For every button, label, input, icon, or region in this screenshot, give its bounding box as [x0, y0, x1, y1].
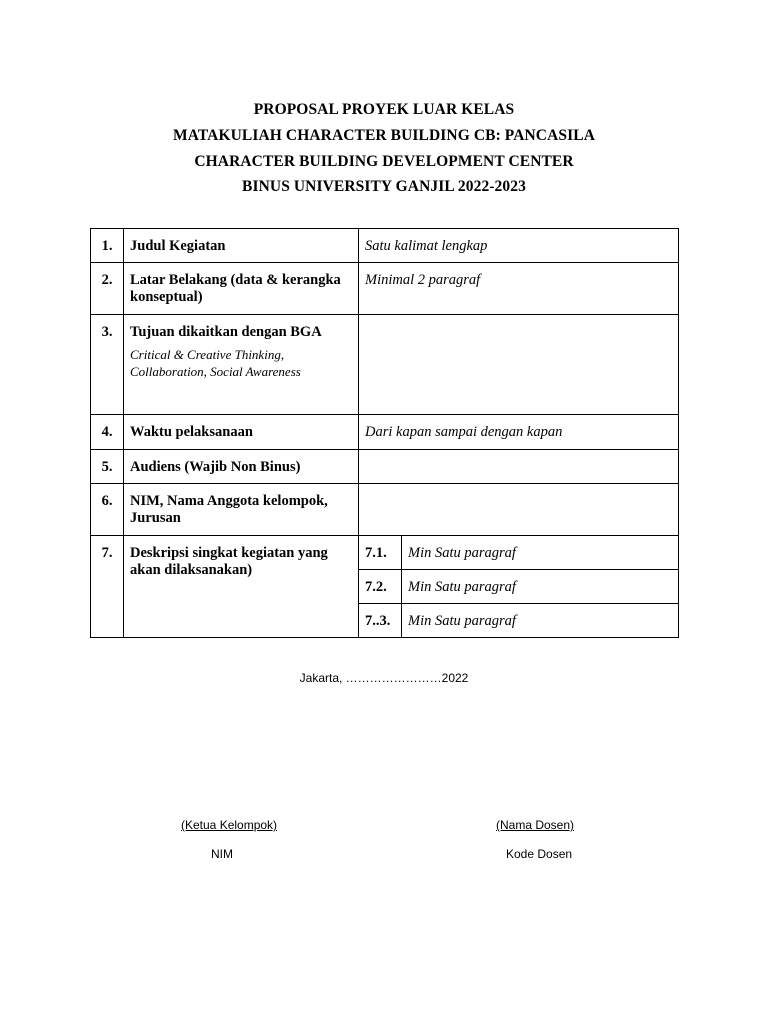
row-number: 3. — [91, 315, 124, 415]
row-label: Deskripsi singkat kegiatan yang akan dilaksanakan) — [124, 536, 359, 638]
table-row-6 — [91, 484, 679, 536]
row-value[interactable]: Minimal 2 paragraf — [359, 263, 679, 315]
row-label: Waktu pelaksanaan — [124, 415, 359, 450]
table-row-7 — [91, 536, 679, 570]
row-number: 1. — [91, 229, 124, 263]
proposal-table — [90, 228, 679, 638]
subrow-value[interactable]: Min Satu paragraf — [402, 536, 679, 570]
signature-left-id: NIM — [211, 847, 233, 861]
row-label: Judul Kegiatan — [124, 229, 359, 263]
header-line-3: CHARACTER BUILDING DEVELOPMENT CENTER — [194, 153, 574, 170]
header-line-2: MATAKULIAH CHARACTER BUILDING CB: PANCASILA — [173, 127, 595, 144]
row-label-with-sub — [124, 315, 359, 415]
row-value[interactable]: Satu kalimat lengkap — [359, 229, 679, 263]
signature-right-id: Kode Dosen — [506, 847, 573, 861]
header-line-4: BINUS UNIVERSITY GANJIL 2022-2023 — [242, 178, 526, 195]
table-row-5 — [91, 450, 679, 484]
row-label: Latar Belakang (data & kerangka konseptual) — [124, 263, 359, 315]
subrow-number: 7.1. — [359, 536, 402, 570]
row-label: NIM, Nama Anggota kelompok, Jurusan — [124, 484, 359, 536]
row-value[interactable] — [359, 315, 679, 415]
row-value[interactable] — [359, 450, 679, 484]
row-number: 5. — [91, 450, 124, 484]
row-sublabel: Critical & Creative Thinking, Collaboration, Social Awareness — [130, 347, 301, 379]
row-number: 7. — [91, 536, 124, 638]
table-row-3 — [91, 315, 679, 415]
row-number: 4. — [91, 415, 124, 450]
signature-right-name: (Nama Dosen) — [496, 818, 575, 832]
row-number: 2. — [91, 263, 124, 315]
row-label: Tujuan dikaitkan dengan BGA — [130, 324, 322, 340]
row-value[interactable]: Dari kapan sampai dengan kapan — [359, 415, 679, 450]
signature-left-name: (Ketua Kelompok) — [181, 818, 278, 832]
row-value[interactable] — [359, 484, 679, 536]
table-row-4 — [91, 415, 679, 450]
subrow-number: 7..3. — [359, 604, 402, 638]
header-line-1: PROPOSAL PROYEK LUAR KELAS — [253, 101, 515, 118]
subrow-value[interactable]: Min Satu paragraf — [402, 604, 679, 638]
place-date: Jakarta, ……………………2022 — [299, 671, 469, 685]
row-label: Audiens (Wajib Non Binus) — [124, 450, 359, 484]
table-row-2 — [91, 263, 679, 315]
table-row-1 — [91, 229, 679, 263]
subrow-number: 7.2. — [359, 570, 402, 604]
row-number: 6. — [91, 484, 124, 536]
subrow-value[interactable]: Min Satu paragraf — [402, 570, 679, 604]
